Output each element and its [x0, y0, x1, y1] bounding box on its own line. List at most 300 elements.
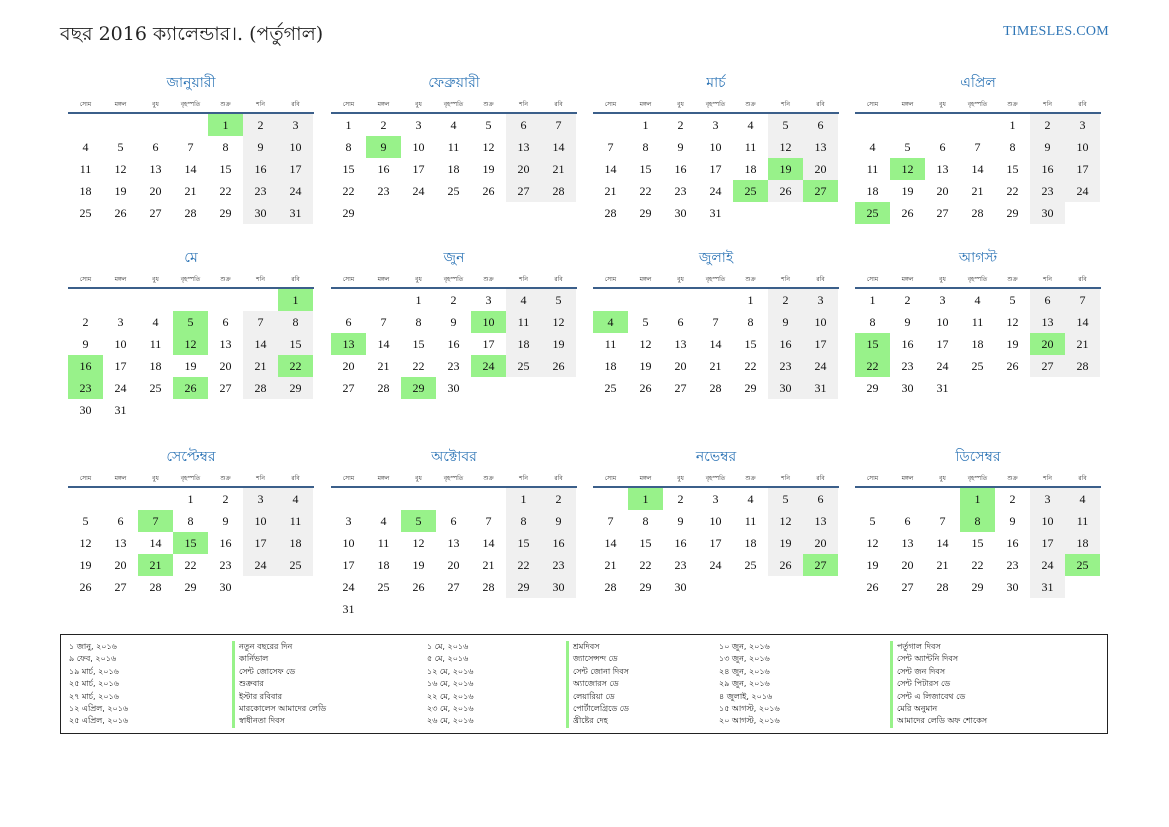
weekday-label: বৃহস্পতি	[180, 101, 201, 108]
day-cell: 15	[506, 532, 541, 554]
empty-cell	[243, 289, 278, 311]
day-cell: 14	[541, 136, 576, 158]
day-cell: 12	[768, 136, 803, 158]
holiday-name: জ্যাসেন্সন্দ ডে	[566, 653, 629, 665]
holiday-name: স্বাধীনতা দিবস	[232, 715, 326, 727]
weekday-label: মঙ্গল	[901, 101, 914, 108]
weekday-label: সোম	[79, 101, 92, 108]
day-cell: 22	[219, 184, 232, 198]
day-cell: 2	[222, 492, 229, 506]
empty-cell	[331, 289, 366, 311]
day-cell: 25	[79, 206, 92, 220]
day-cell: 5	[904, 140, 911, 154]
day-cell: 15	[342, 162, 355, 176]
holiday-date: ১ মে, ২০১৬	[427, 642, 469, 651]
day-cell: 14	[184, 162, 197, 176]
day-cell: 5	[117, 140, 124, 154]
empty-cell	[593, 289, 628, 311]
day-cell: 14	[604, 536, 617, 550]
empty-cell	[68, 488, 103, 510]
weekday-label: মঙ্গল	[377, 475, 390, 482]
day-grid	[68, 488, 314, 598]
empty-cell	[103, 114, 138, 136]
holiday-day-cell: 16	[68, 355, 103, 377]
holiday-day-cell: 1	[208, 114, 243, 136]
empty-cell	[855, 114, 890, 136]
day-cell: 19	[482, 162, 495, 176]
day-cell: 11	[744, 140, 757, 154]
day-cell: 19	[866, 558, 879, 572]
day-cell: 23	[219, 558, 232, 572]
holiday-date: ১০ জুন, ২০১৬	[719, 642, 770, 651]
day-cell: 21	[604, 184, 617, 198]
day-cell: 7	[187, 140, 194, 154]
day-cell: 10	[114, 337, 127, 351]
day-cell: 10	[412, 140, 425, 154]
day-cell: 17	[709, 536, 722, 550]
day-cell: 9	[82, 337, 89, 351]
weekday-label: মঙ্গল	[114, 276, 127, 283]
day-cell: 25	[604, 381, 617, 395]
weekday-label: শনি	[256, 276, 265, 283]
holiday-day-cell: 5	[173, 311, 208, 333]
day-cell: 15	[278, 333, 313, 355]
day-cell: 22	[744, 359, 757, 373]
day-cell: 2	[768, 289, 803, 311]
day-cell: 6	[345, 315, 352, 329]
empty-cell	[331, 488, 366, 510]
day-cell: 14	[709, 337, 722, 351]
day-cell: 3	[1065, 114, 1100, 136]
day-cell: 5	[541, 289, 576, 311]
day-cell: 9	[677, 514, 684, 528]
weekday-label: সোম	[604, 101, 617, 108]
holiday-date: ২৬ মে, ২০১৬	[427, 716, 474, 726]
day-cell: 22	[506, 554, 541, 576]
weekday-label: শুক্র	[220, 276, 231, 283]
empty-cell	[960, 114, 995, 136]
day-cell: 10	[803, 311, 838, 333]
weekday-label: বৃহস্পতি	[705, 276, 726, 283]
day-cell: 23	[447, 359, 460, 373]
weekday-label: বুধ	[152, 101, 159, 108]
holiday-date: ২৪ জুন, ২০১৬	[719, 666, 770, 676]
day-cell: 6	[152, 140, 159, 154]
holiday-date-column	[69, 641, 128, 728]
holiday-date: ২৯ জুন, ২০১৬	[719, 679, 770, 689]
day-cell: 3	[803, 289, 838, 311]
day-cell: 30	[243, 202, 278, 224]
holiday-name: পর্তুগাল দিবস	[890, 641, 987, 653]
day-cell: 11	[377, 536, 390, 550]
weekday-label: রবি	[291, 276, 300, 283]
day-cell: 19	[1006, 337, 1019, 351]
day-cell: 6	[939, 140, 946, 154]
holiday-day-cell: 9	[366, 136, 401, 158]
day-cell: 11	[604, 337, 617, 351]
empty-cell	[698, 289, 733, 311]
day-cell: 2	[1009, 492, 1016, 506]
day-cell: 9	[222, 514, 229, 528]
weekday-label: শনি	[256, 101, 265, 108]
empty-cell	[103, 488, 138, 510]
day-cell: 5	[485, 118, 492, 132]
month-title: সেপ্টেম্বর	[166, 449, 216, 465]
day-cell: 14	[1065, 311, 1100, 333]
holiday-day-cell: 15	[173, 532, 208, 554]
month-calendar	[855, 247, 1101, 399]
weekday-label: বৃহস্পতি	[443, 101, 464, 108]
weekday-label: বৃহস্পতি	[705, 475, 726, 482]
day-cell: 29	[278, 377, 313, 399]
holiday-day-cell: 1	[628, 488, 663, 510]
day-cell: 23	[541, 554, 576, 576]
holiday-day-cell: 10	[471, 311, 506, 333]
weekday-label: শুক্র	[745, 101, 756, 108]
day-cell: 21	[1065, 333, 1100, 355]
day-cell: 18	[149, 359, 162, 373]
weekday-label: বৃহস্পতি	[180, 276, 201, 283]
day-grid	[331, 114, 577, 224]
weekday-header	[855, 94, 1101, 114]
holiday-day-cell: 22	[278, 355, 313, 377]
holiday-date: ১২ মে, ২০১৬	[427, 666, 474, 676]
day-cell: 17	[803, 333, 838, 355]
weekday-label: শুক্র	[483, 475, 494, 482]
day-cell: 14	[482, 536, 495, 550]
day-cell: 9	[450, 315, 457, 329]
day-cell: 23	[768, 355, 803, 377]
day-cell: 11	[866, 162, 879, 176]
day-cell: 24	[243, 554, 278, 576]
day-cell: 5	[768, 488, 803, 510]
day-cell: 6	[677, 315, 684, 329]
day-cell: 30	[447, 381, 460, 395]
day-cell: 28	[1065, 355, 1100, 377]
holiday-day-cell: 25	[855, 202, 890, 224]
day-cell: 27	[1030, 355, 1065, 377]
holiday-day-cell: 5	[401, 510, 436, 532]
weekday-label: রবি	[554, 276, 563, 283]
day-cell: 27	[342, 381, 355, 395]
site-link[interactable]: TIMESLES.COM	[1003, 24, 1109, 39]
day-cell: 28	[482, 580, 495, 594]
day-cell: 9	[1009, 514, 1016, 528]
weekday-header	[855, 468, 1101, 488]
day-cell: 26	[541, 355, 576, 377]
day-cell: 17	[936, 337, 949, 351]
day-cell: 13	[149, 162, 162, 176]
empty-cell	[593, 114, 628, 136]
holiday-day-cell: 27	[803, 180, 838, 202]
day-cell: 20	[936, 184, 949, 198]
day-cell: 22	[639, 184, 652, 198]
day-cell: 20	[114, 558, 127, 572]
day-cell: 7	[485, 514, 492, 528]
day-cell: 20	[447, 558, 460, 572]
holiday-date: ১২ এপ্রিল, ২০১৬	[69, 704, 129, 714]
day-cell: 6	[1030, 289, 1065, 311]
holiday-name: সেন্ট জোসেফ ডে	[232, 666, 326, 678]
day-cell: 2	[677, 118, 684, 132]
day-cell: 24	[803, 355, 838, 377]
day-cell: 30	[79, 403, 92, 417]
day-cell: 1	[187, 492, 194, 506]
day-cell: 15	[219, 162, 232, 176]
weekday-label: শনি	[1043, 475, 1052, 482]
day-cell: 12	[412, 536, 425, 550]
day-cell: 24	[114, 381, 127, 395]
month-title: জুলাই	[698, 250, 734, 266]
day-cell: 18	[79, 184, 92, 198]
page-title: বছর 2016 ক্যালেন্ডার।. (পর্তুগাল)	[60, 23, 324, 45]
day-cell: 13	[803, 510, 838, 532]
holiday-name: সেন্ট অ্যান্টনি দিবস	[890, 653, 987, 665]
weekday-label: মঙ্গল	[114, 101, 127, 108]
empty-cell	[173, 114, 208, 136]
day-cell: 12	[79, 536, 92, 550]
day-cell: 30	[1030, 202, 1065, 224]
holiday-name: শ্রমদিবস	[566, 641, 629, 653]
holiday-name: পোর্টালেগ্রিডে ডে	[566, 703, 629, 715]
holiday-day-cell: 25	[733, 180, 768, 202]
weekday-label: শনি	[256, 475, 265, 482]
day-cell: 9	[1030, 136, 1065, 158]
weekday-label: সোম	[342, 276, 355, 283]
day-cell: 8	[345, 140, 352, 154]
holiday-name: ইস্টার রবিবার	[232, 691, 326, 703]
day-cell: 7	[712, 315, 719, 329]
day-cell: 3	[117, 315, 124, 329]
day-cell: 22	[342, 184, 355, 198]
holiday-day-cell: 23	[68, 377, 103, 399]
month-title: ফেব্রুয়ারী	[428, 75, 480, 91]
day-cell: 16	[768, 333, 803, 355]
day-cell: 8	[278, 311, 313, 333]
day-cell: 3	[712, 118, 719, 132]
day-cell: 16	[219, 536, 232, 550]
empty-cell	[366, 488, 401, 510]
holiday-date: ৫ মে, ২০১৬	[427, 654, 469, 664]
day-cell: 20	[674, 359, 687, 373]
day-cell: 4	[869, 140, 876, 154]
weekday-label: রবি	[291, 101, 300, 108]
day-cell: 10	[278, 136, 313, 158]
day-cell: 7	[380, 315, 387, 329]
day-cell: 22	[971, 558, 984, 572]
weekday-label: রবি	[816, 475, 825, 482]
day-cell: 27	[447, 580, 460, 594]
holiday-name: সেন্ট জোনা দিবস	[566, 666, 629, 678]
weekday-label: বুধ	[939, 475, 946, 482]
weekday-label: শনি	[781, 475, 790, 482]
day-cell: 8	[869, 315, 876, 329]
day-grid	[855, 289, 1101, 399]
day-cell: 15	[744, 337, 757, 351]
day-cell: 12	[768, 510, 803, 532]
day-cell: 23	[377, 184, 390, 198]
day-cell: 22	[639, 558, 652, 572]
day-cell: 10	[709, 514, 722, 528]
weekday-label: সোম	[604, 475, 617, 482]
holiday-name-column	[890, 641, 987, 728]
day-cell: 6	[803, 488, 838, 510]
day-grid	[68, 114, 314, 224]
holiday-name-column	[232, 641, 326, 728]
day-cell: 3	[415, 118, 422, 132]
weekday-label: রবি	[1078, 276, 1087, 283]
day-cell: 30	[674, 206, 687, 220]
day-cell: 31	[1030, 576, 1065, 598]
day-cell: 28	[377, 381, 390, 395]
holiday-name: নতুন বছরের দিন	[232, 641, 326, 653]
day-cell: 4	[380, 514, 387, 528]
day-cell: 30	[901, 381, 914, 395]
weekday-header	[68, 468, 314, 488]
month-title: আগস্ট	[958, 250, 998, 266]
weekday-label: মঙ্গল	[901, 276, 914, 283]
day-cell: 19	[768, 532, 803, 554]
holiday-name: সেন্ট এ লিজাবেথ ডে	[890, 691, 987, 703]
day-cell: 28	[971, 206, 984, 220]
weekday-header	[68, 94, 314, 114]
empty-cell	[208, 289, 243, 311]
day-cell: 29	[219, 206, 232, 220]
day-cell: 9	[768, 311, 803, 333]
day-cell: 8	[1009, 140, 1016, 154]
day-cell: 17	[278, 158, 313, 180]
day-cell: 4	[506, 289, 541, 311]
day-cell: 30	[1006, 580, 1019, 594]
day-cell: 25	[506, 355, 541, 377]
weekday-header	[593, 269, 839, 289]
month-calendar	[593, 247, 839, 399]
day-cell: 20	[149, 184, 162, 198]
day-cell: 7	[541, 114, 576, 136]
weekday-header	[855, 269, 1101, 289]
holiday-date: ৯ ফেব, ২০১৬	[69, 654, 117, 664]
weekday-label: সোম	[342, 101, 355, 108]
day-grid	[593, 488, 839, 598]
day-cell: 21	[184, 184, 197, 198]
day-cell: 3	[712, 492, 719, 506]
weekday-label: রবি	[554, 101, 563, 108]
holiday-day-cell: 21	[138, 554, 173, 576]
day-cell: 10	[243, 510, 278, 532]
day-cell: 9	[904, 315, 911, 329]
empty-cell	[138, 114, 173, 136]
day-cell: 31	[803, 377, 838, 399]
day-cell: 3	[485, 293, 492, 307]
empty-cell	[366, 289, 401, 311]
day-cell: 9	[677, 140, 684, 154]
holiday-date: ১৬ মে, ২০১৬	[427, 679, 474, 689]
holiday-day-cell: 27	[803, 554, 838, 576]
day-grid	[331, 289, 577, 399]
day-cell: 24	[1065, 180, 1100, 202]
month-calendar	[68, 446, 314, 598]
weekday-label: বুধ	[677, 276, 684, 283]
day-cell: 18	[744, 162, 757, 176]
day-cell: 6	[117, 514, 124, 528]
holiday-day-cell: 4	[593, 311, 628, 333]
day-cell: 11	[149, 337, 162, 351]
day-cell: 29	[1006, 206, 1019, 220]
day-cell: 28	[184, 206, 197, 220]
holiday-name: মারকোলেস আমাদের লেডি	[232, 703, 326, 715]
weekday-label: শুক্র	[1007, 276, 1018, 283]
day-cell: 7	[607, 140, 614, 154]
day-cell: 13	[219, 337, 232, 351]
day-cell: 8	[222, 140, 229, 154]
day-cell: 26	[639, 381, 652, 395]
day-cell: 3	[278, 114, 313, 136]
day-cell: 12	[541, 311, 576, 333]
holiday-day-cell: 24	[471, 355, 506, 377]
day-cell: 16	[377, 162, 390, 176]
empty-cell	[890, 114, 925, 136]
day-cell: 10	[709, 140, 722, 154]
day-cell: 5	[642, 315, 649, 329]
day-cell: 4	[82, 140, 89, 154]
day-cell: 11	[79, 162, 92, 176]
day-cell: 29	[342, 206, 355, 220]
month-calendar	[331, 247, 577, 399]
day-cell: 26	[901, 206, 914, 220]
day-cell: 22	[184, 558, 197, 572]
month-calendar	[855, 446, 1101, 598]
weekday-label: মঙ্গল	[639, 101, 652, 108]
weekday-label: শুক্র	[483, 276, 494, 283]
month-calendar	[855, 72, 1101, 224]
weekday-label: বুধ	[415, 276, 422, 283]
day-cell: 7	[607, 514, 614, 528]
empty-cell	[173, 289, 208, 311]
day-cell: 29	[971, 580, 984, 594]
day-grid	[593, 289, 839, 399]
weekday-label: শনি	[519, 475, 528, 482]
holiday-date: ১৩ জুন, ২০১৬	[719, 654, 770, 664]
weekday-label: রবি	[554, 475, 563, 482]
day-cell: 14	[149, 536, 162, 550]
day-cell: 18	[377, 558, 390, 572]
day-cell: 10	[936, 315, 949, 329]
weekday-label: শনি	[519, 101, 528, 108]
holiday-name: আমাদের লেডি অফ শোকেস	[890, 715, 987, 727]
day-cell: 26	[1006, 359, 1019, 373]
day-cell: 26	[768, 554, 803, 576]
day-cell: 25	[377, 580, 390, 594]
weekday-header	[331, 94, 577, 114]
day-cell: 2	[82, 315, 89, 329]
day-cell: 23	[674, 558, 687, 572]
day-cell: 16	[243, 158, 278, 180]
day-cell: 18	[866, 184, 879, 198]
empty-cell	[103, 289, 138, 311]
weekday-header	[593, 94, 839, 114]
day-cell: 13	[936, 162, 949, 176]
day-cell: 6	[904, 514, 911, 528]
day-cell: 3	[345, 514, 352, 528]
day-cell: 16	[447, 337, 460, 351]
day-cell: 2	[1030, 114, 1065, 136]
day-cell: 2	[541, 488, 576, 510]
holiday-day-cell: 15	[855, 333, 890, 355]
day-cell: 31	[278, 202, 313, 224]
day-cell: 30	[219, 580, 232, 594]
weekday-label: মঙ্গল	[901, 475, 914, 482]
day-cell: 11	[278, 510, 313, 532]
